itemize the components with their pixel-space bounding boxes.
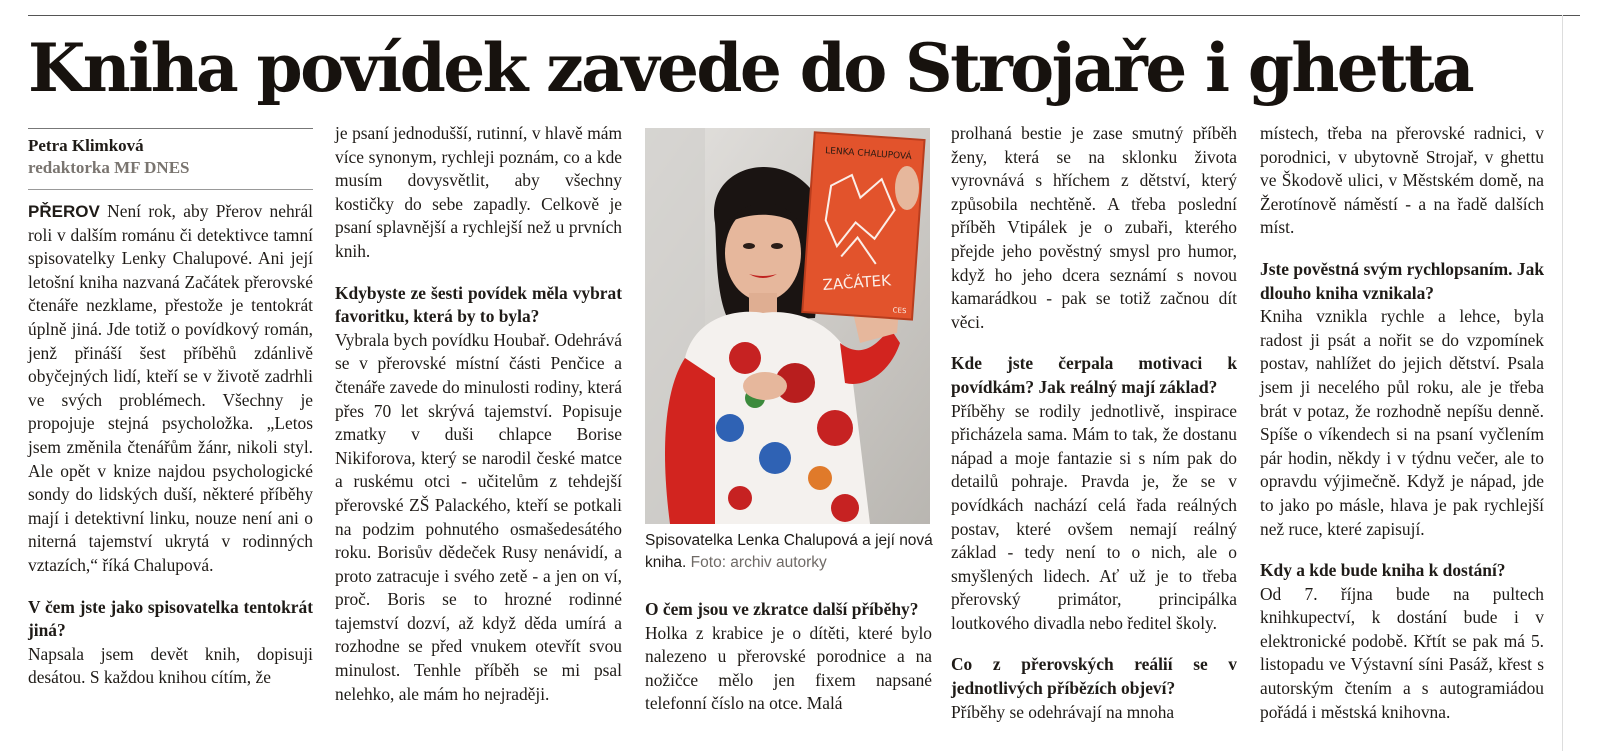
lead-text: Není rok, aby Přerov nehrál roli v dalším románu či detektivce tamní spisovatelky Lenky Chalupové. Ani její letošní kniha nazvaná Začátek přerovské čtenáře nezklame, přestože je tentokrát úplně jiná. Jde totiž o povídkový román, jenž přináší šest příběhů zdánlivě obyčejných lidí, kteří se v životě zadrhli ve svých problémech. Všechny je propojuje stejná psycholožka. „Letos jsem změnila čtenářům žánr, nikoli styl. Ale opět v knize najdou psychologické sondy do lidských duší, některé příběhy mají i detektivní linku, nouze není ani o niterná tajemství ukrytá v rodinných vztazích,“ říká Chalupová. [28, 201, 313, 575]
answer-5-continued: místech, třeba na přerovské radnici, v porodnici, v ubytovně Strojař, v ghettu ve Škodově ulici, v Městském domě, na Žerotínově náměstí - a na řadě dalších míst. [1260, 123, 1544, 238]
caption-text: Spisovatelka Lenka Chalupová a její nová kniha. [645, 532, 933, 571]
column-3-text [645, 598, 932, 716]
column-1 [28, 128, 313, 690]
column-5 [1260, 122, 1544, 724]
book-author-text: LENKA CHALUPOVÁ [824, 146, 912, 163]
question-1: V čem jste jako spisovatelka tentokrát jiná? [28, 596, 313, 641]
answer-3-continued: prolhaná bestie je zase smutný příběh ženy, která se na sklonku života vyrovnává s hříchem z dětství, který způsobila nechtěně. A třeba poslední příběh Vtipálek je o zubaři, kterého přejde jeho pověstný smysl pro humor, když ho jeho dcera seznámí s novou kamarádkou - pak se totiž začnou dít věci. [951, 123, 1237, 332]
question-4: Kde jste čerpala motivaci k povídkám? Jak reálný mají základ? [951, 353, 1237, 397]
answer-1: Napsala jsem devět knih, dopisuji desátou. S každou knihou cítím, že [28, 643, 313, 688]
answer-2: Vybrala bych povídku Houbař. Odehrává se v přerovské místní části Penčice a čtenáře zavede do minulosti rodiny, která přes 70 let skrývá tajemství. Popisuje zmatky v duši chlapce Borise Nikiforova, který se narodil české matce a ruskému otci - učitelům z tehdejší přerovské ZŠ Palackého, kteří se potkali na podzim pohnutého osmašedesátého roku. Borisův dědeček Rusy nenávidí, a proto zatracuje i svého zetě - a jen on ví, proč. Boris se to hrozné rodinné tajemství dozví, až když děda umírá a rozhodne se před vnukem otevřít svou minulost. Tenhle příběh se mi psal nelehko, ale mám ho nejraději. [335, 329, 622, 704]
question-6: Jste pověstná svým rychlopsaním. Jak dlouho kniha vznikala? [1260, 258, 1544, 303]
question-7: Kdy a kde bude kniha k dostání? [1260, 560, 1506, 581]
dateline: PŘEROV [28, 202, 100, 221]
answer-5: Příběhy se odehrávají na mnoha [951, 701, 1175, 722]
book-title-text: ZAČÁTEK [822, 271, 892, 295]
answer-7: Od 7. října bude na pultech knihkupectví, k dostání bude i v elektronické podobě. Křtít se pak má 5. listopadu ve Výstavní síni Pasáž, křest s autorským čtením a s autogramiádou pořádá i městská knihovna. [1260, 583, 1544, 722]
answer-3: Holka z krabice je o dítěti, které bylo nalezeno u přerovské porodnice a na nožičce mělo jen fixem napsané telefonní číslo na otce. Malá [645, 622, 932, 714]
byline-divider [28, 189, 313, 190]
answer-6: Kniha vznikla rychle a lehce, byla radost ji psát a nořit se do vzpomínek postav, nahlížet do jejich dětství. Psala jsem ji necelého půl roku, ale je třeba brát v potaz, že rozhodně nepíšu denně. Spíše o víkendech si na psaní vyčlením pár hodin, někdy i v týdnu večer, ale to opravdu výjimečně. Když je nápad, jde to jako po másle, hlava je pak rychlejší než ruce, které zapisují. [1260, 306, 1544, 539]
answer-4: Příběhy se rodily jednotlivě, inspirace přicházela sama. Mám to tak, že dostanu nápad a moje fantazie si s ním pak do detailů pohraje. Pravda je, že se v povídkách nachází celá řada reálných postav, které ovšem nemají reálný základ - tedy není to o nich, ale o smyšlených lidech. Ať už je to třeba přerovský primátor, principálka loutkového divadla nebo ředitel školy. [951, 400, 1237, 633]
question-2: Kdybyste ze šesti povídek měla vybrat favoritku, která by to byla? [335, 282, 622, 327]
right-edge-rule [1562, 15, 1563, 751]
photo-caption [645, 530, 935, 574]
top-rule [28, 15, 1580, 16]
column-4 [951, 122, 1237, 724]
column-2 [335, 122, 622, 706]
byline-rule [28, 128, 313, 129]
author-photo [645, 128, 930, 524]
question-5: Co z přerovských reálií se v jednotlivých příbězích objeví? [951, 654, 1237, 699]
book-publisher-text: CES [892, 306, 907, 316]
headline: Kniha povídek zavede do Strojaře i ghetta [28, 29, 1473, 107]
author-name: Petra Klimková [28, 136, 144, 155]
answer-1-continued: je psaní jednodušší, rutinní, v hlavě mám více synonym, rychleji poznám, co a kde musím dovysvětlit, aby všechny kostičky do sebe zapadly. Celkově je psaní splavnější a rychlejší než u prvních knih. [335, 123, 622, 261]
question-3: O čem jsou ve zkratce další příběhy? [645, 599, 919, 619]
lead-paragraph [28, 200, 313, 578]
author-role: redaktorka MF DNES [28, 158, 190, 177]
photo-illustration [645, 128, 930, 524]
caption-credit: Foto: archiv autorky [686, 554, 827, 571]
